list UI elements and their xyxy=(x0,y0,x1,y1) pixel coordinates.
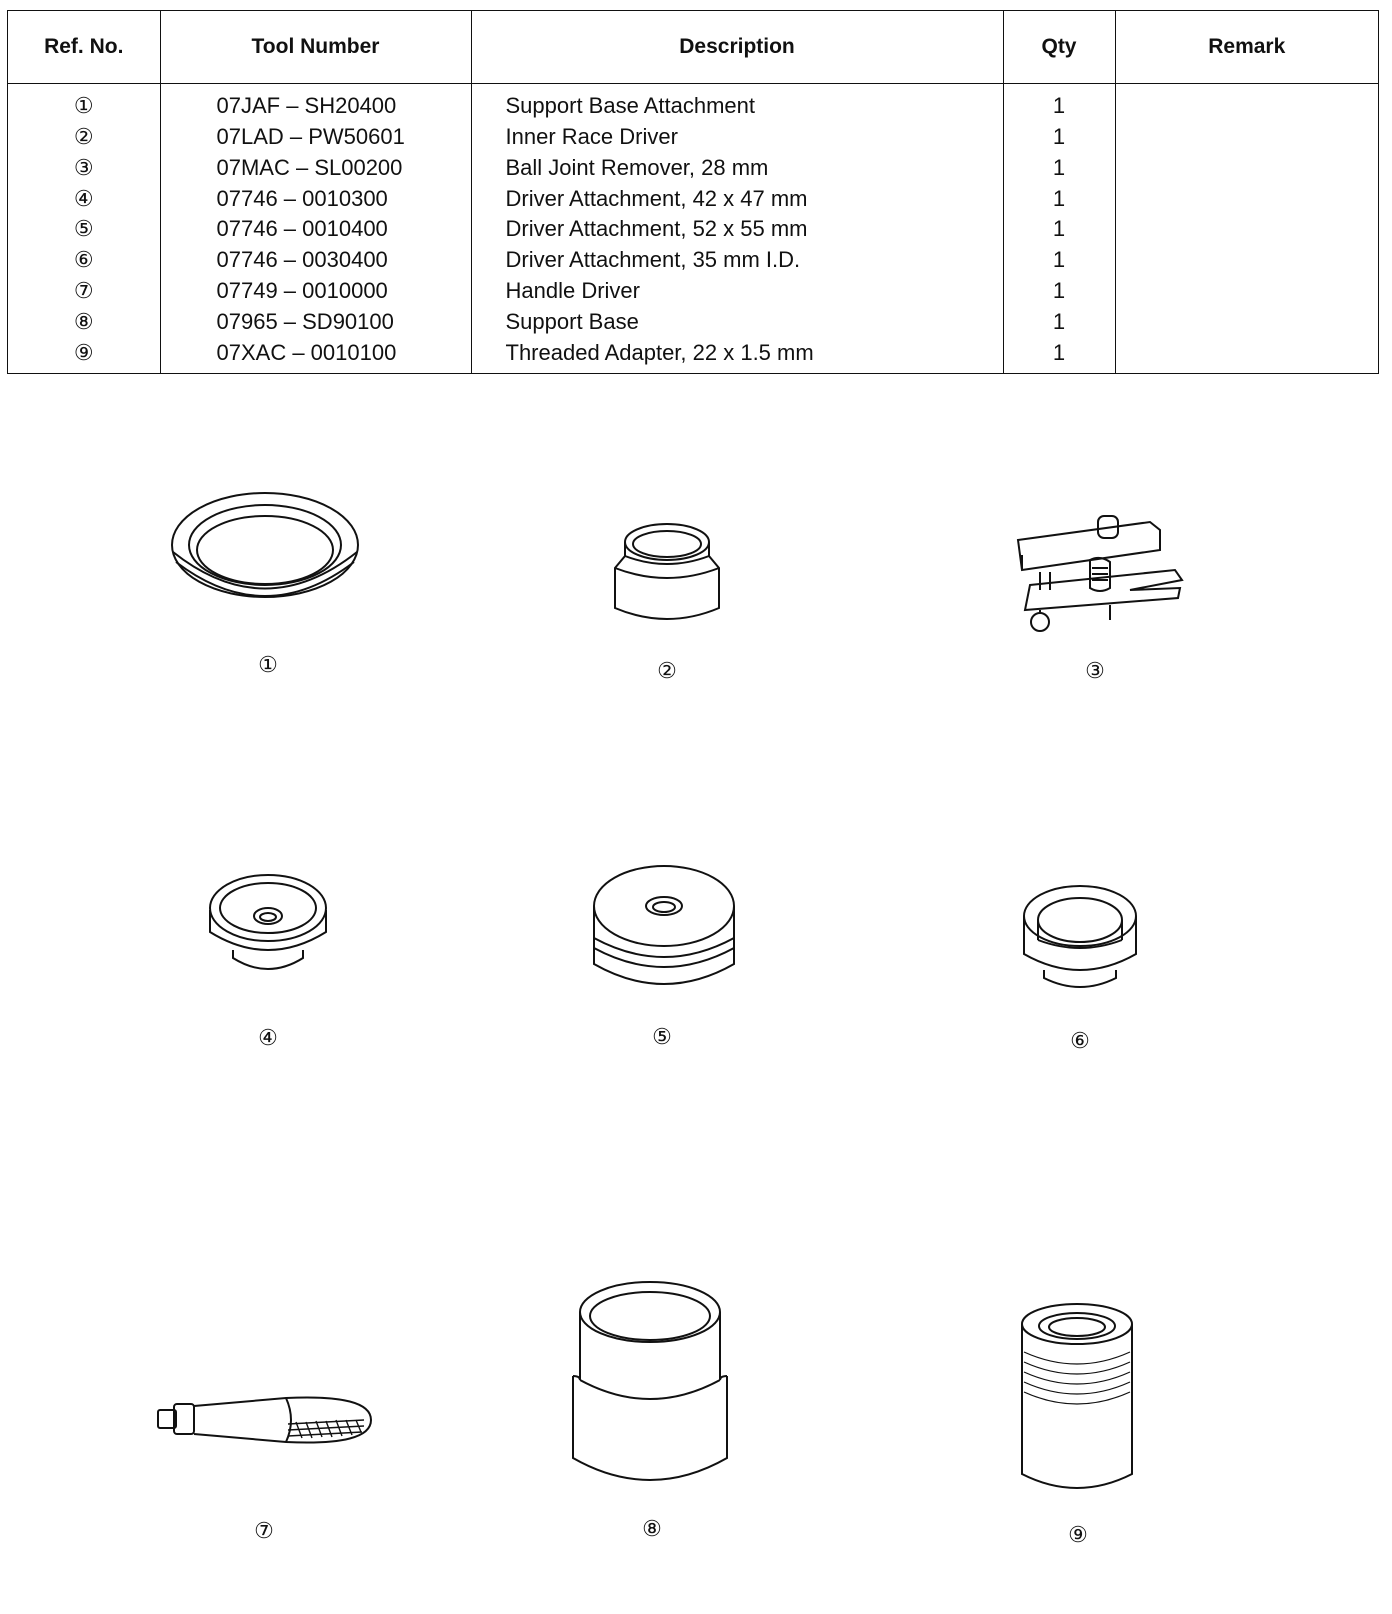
header-description: Description xyxy=(471,11,1003,84)
driver-attachment-52x55-drawing xyxy=(592,864,742,994)
figure-2-label: ② xyxy=(657,658,677,683)
figure-5-label: ⑤ xyxy=(652,1024,672,1049)
ref-no-cell: ⑧ xyxy=(8,307,160,338)
qty-cell: 1 xyxy=(1003,84,1115,122)
figure-1-support-base-attachment xyxy=(170,490,370,677)
table-row xyxy=(8,307,1378,338)
tool-number-cell: 07746 – 0010400 xyxy=(160,214,471,245)
ball-joint-remover-drawing xyxy=(1010,510,1190,650)
tool-number-cell: 07JAF – SH20400 xyxy=(160,84,471,122)
remark-cell xyxy=(1115,338,1378,373)
figure-8-support-base xyxy=(570,1280,735,1541)
header-ref-no: Ref. No. xyxy=(8,11,160,84)
description-cell: Driver Attachment, 52 x 55 mm xyxy=(471,214,1003,245)
qty-cell: 1 xyxy=(1003,152,1115,183)
figure-3-ball-joint-remover xyxy=(1010,510,1190,683)
description-cell: Driver Attachment, 42 x 47 mm xyxy=(471,183,1003,214)
figure-9-threaded-adapter xyxy=(1020,1302,1140,1547)
qty-cell: 1 xyxy=(1003,245,1115,276)
inner-race-driver-drawing xyxy=(612,520,722,630)
remark-cell xyxy=(1115,214,1378,245)
table-row xyxy=(8,84,1378,122)
handle-driver-drawing xyxy=(156,1392,376,1452)
description-cell: Ball Joint Remover, 28 mm xyxy=(471,152,1003,183)
ref-no-cell: ② xyxy=(8,121,160,152)
table-row xyxy=(8,338,1378,373)
table-row xyxy=(8,245,1378,276)
description-cell: Driver Attachment, 35 mm I.D. xyxy=(471,245,1003,276)
table-row xyxy=(8,214,1378,245)
qty-cell: 1 xyxy=(1003,214,1115,245)
support-base-attachment-drawing xyxy=(170,490,370,610)
remark-cell xyxy=(1115,307,1378,338)
header-remark: Remark xyxy=(1115,11,1378,84)
qty-cell: 1 xyxy=(1003,183,1115,214)
support-base-drawing xyxy=(570,1280,735,1500)
tool-number-cell: 07LAD – PW50601 xyxy=(160,121,471,152)
special-tools-table xyxy=(7,10,1379,374)
description-cell: Handle Driver xyxy=(471,276,1003,307)
ref-no-cell: ⑦ xyxy=(8,276,160,307)
qty-cell: 1 xyxy=(1003,121,1115,152)
ref-no-cell: ⑤ xyxy=(8,214,160,245)
header-tool-number: Tool Number xyxy=(160,11,471,84)
table-row xyxy=(8,276,1378,307)
ref-no-cell: ⑥ xyxy=(8,245,160,276)
tool-number-cell: 07746 – 0030400 xyxy=(160,245,471,276)
description-cell: Support Base xyxy=(471,307,1003,338)
figure-5-driver-attachment-52x55 xyxy=(592,864,742,1049)
description-cell: Support Base Attachment xyxy=(471,84,1003,122)
remark-cell xyxy=(1115,152,1378,183)
remark-cell xyxy=(1115,121,1378,152)
ref-no-cell: ⑨ xyxy=(8,338,160,373)
ref-no-cell: ③ xyxy=(8,152,160,183)
remark-cell xyxy=(1115,276,1378,307)
header-qty: Qty xyxy=(1003,11,1115,84)
qty-cell: 1 xyxy=(1003,307,1115,338)
qty-cell: 1 xyxy=(1003,276,1115,307)
figure-7-label: ⑦ xyxy=(254,1518,274,1543)
table-row xyxy=(8,183,1378,214)
driver-attachment-35mm-drawing xyxy=(1022,882,1142,997)
tool-number-cell: 07MAC – SL00200 xyxy=(160,152,471,183)
tool-number-cell: 07746 – 0010300 xyxy=(160,183,471,214)
table-row xyxy=(8,152,1378,183)
ref-no-cell: ① xyxy=(8,84,160,122)
figure-9-label: ⑨ xyxy=(1068,1522,1088,1547)
qty-cell: 1 xyxy=(1003,338,1115,373)
figure-2-inner-race-driver xyxy=(612,520,722,683)
description-cell: Inner Race Driver xyxy=(471,121,1003,152)
remark-cell xyxy=(1115,84,1378,122)
figure-7-handle-driver xyxy=(156,1392,376,1543)
figure-3-label: ③ xyxy=(1085,658,1105,683)
figure-6-label: ⑥ xyxy=(1070,1028,1090,1053)
figure-6-driver-attachment-35mm xyxy=(1022,882,1142,1053)
driver-attachment-42x47-drawing xyxy=(208,870,338,980)
tool-number-cell: 07XAC – 0010100 xyxy=(160,338,471,373)
table-header-row xyxy=(8,11,1378,84)
threaded-adapter-drawing xyxy=(1020,1302,1140,1502)
description-cell: Threaded Adapter, 22 x 1.5 mm xyxy=(471,338,1003,373)
figure-4-driver-attachment-42x47 xyxy=(208,870,338,1050)
figure-8-label: ⑧ xyxy=(642,1516,662,1541)
remark-cell xyxy=(1115,183,1378,214)
tool-number-cell: 07749 – 0010000 xyxy=(160,276,471,307)
remark-cell xyxy=(1115,245,1378,276)
table-row xyxy=(8,121,1378,152)
tool-number-cell: 07965 – SD90100 xyxy=(160,307,471,338)
figure-4-label: ④ xyxy=(258,1025,278,1050)
ref-no-cell: ④ xyxy=(8,183,160,214)
figure-1-label: ① xyxy=(258,652,278,677)
